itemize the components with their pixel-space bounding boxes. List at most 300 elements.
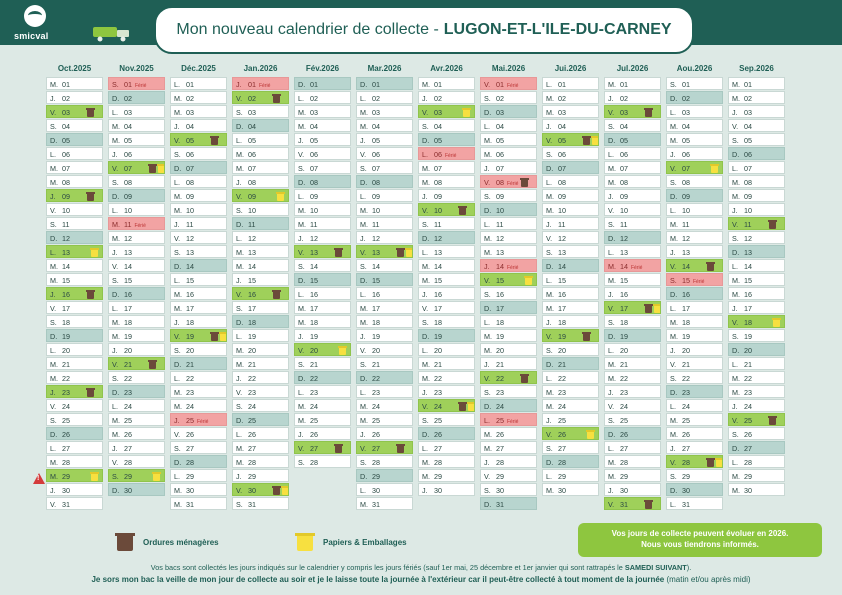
day-number: 12	[742, 234, 752, 243]
day-number: 17	[308, 304, 318, 313]
day-number: 11	[184, 220, 194, 229]
day-cell	[108, 245, 165, 258]
day-number: 07	[60, 164, 70, 173]
day-of-week: D.	[546, 458, 554, 467]
day-of-week: M.	[484, 332, 492, 341]
day-number: 08	[370, 178, 380, 187]
day-of-week: D.	[608, 234, 616, 243]
day-cell	[294, 315, 351, 328]
day-cell	[666, 231, 723, 244]
day-cell	[542, 231, 599, 244]
day-of-week: J.	[360, 136, 366, 145]
day-of-week: L.	[546, 80, 552, 89]
day-number: 27	[60, 444, 70, 453]
day-of-week: M.	[236, 262, 244, 271]
day-number: 18	[618, 318, 628, 327]
day-of-week: S.	[732, 136, 739, 145]
day-number: 01	[184, 80, 194, 89]
day-of-week: L.	[732, 262, 738, 271]
day-of-week: V.	[608, 304, 615, 313]
day-of-week: M.	[422, 360, 430, 369]
day-number: 15	[494, 276, 504, 285]
day-of-week: V.	[608, 108, 615, 117]
day-of-week: J.	[236, 276, 242, 285]
day-cell	[418, 273, 475, 286]
day-cell	[480, 245, 537, 258]
day-cell	[604, 455, 661, 468]
day-number: 07	[432, 164, 442, 173]
day-cell	[542, 455, 599, 468]
day-cell	[604, 343, 661, 356]
day-number: 21	[246, 360, 256, 369]
day-of-week: V.	[174, 332, 181, 341]
day-number: 06	[308, 150, 318, 159]
day-cell	[294, 161, 351, 174]
day-of-week: L.	[484, 220, 490, 229]
day-cell	[418, 343, 475, 356]
brown-bin-icon	[273, 486, 280, 495]
day-cell	[232, 357, 289, 370]
day-of-week: S.	[298, 360, 305, 369]
day-of-week: M.	[608, 360, 616, 369]
day-cell	[666, 385, 723, 398]
day-number: 26	[742, 430, 752, 439]
day-cell	[46, 133, 103, 146]
day-cell	[108, 175, 165, 188]
day-number: 19	[494, 332, 504, 341]
day-number: 18	[184, 318, 194, 327]
day-of-week: M.	[422, 458, 430, 467]
day-of-week: J.	[298, 234, 304, 243]
day-cell	[542, 77, 599, 90]
day-cell	[604, 203, 661, 216]
day-number: 26	[556, 430, 566, 439]
day-cell	[232, 371, 289, 384]
day-cell	[46, 469, 103, 482]
day-of-week: V.	[546, 332, 553, 341]
day-cell	[46, 147, 103, 160]
day-number: 06	[432, 150, 442, 159]
logo-icon	[24, 5, 46, 27]
day-of-week: J.	[546, 122, 552, 131]
day-of-week: S.	[484, 486, 491, 495]
day-cell	[356, 189, 413, 202]
day-cell	[480, 175, 537, 188]
day-number: 05	[122, 136, 132, 145]
day-of-week: M.	[670, 136, 678, 145]
day-number: 14	[246, 262, 256, 271]
day-number: 14	[370, 262, 380, 271]
day-cell	[418, 203, 475, 216]
day-number: 07	[308, 164, 318, 173]
day-cell	[728, 175, 785, 188]
day-of-week: L.	[360, 94, 366, 103]
day-cell	[418, 161, 475, 174]
day-number: 04	[246, 122, 256, 131]
legend-ordures-label: Ordures ménagères	[143, 537, 219, 547]
day-of-week: M.	[50, 178, 58, 187]
day-of-week: V.	[422, 206, 429, 215]
day-cell	[232, 119, 289, 132]
day-cell	[170, 161, 227, 174]
day-cell	[666, 273, 723, 286]
day-cell	[666, 427, 723, 440]
day-number: 10	[556, 206, 566, 215]
day-of-week: M.	[484, 234, 492, 243]
day-of-week: M.	[298, 402, 306, 411]
day-cell	[356, 357, 413, 370]
day-cell	[170, 357, 227, 370]
day-number: 25	[184, 416, 194, 425]
day-of-week: V.	[670, 360, 677, 369]
day-cell	[294, 189, 351, 202]
day-cell	[46, 231, 103, 244]
day-number: 25	[494, 416, 504, 425]
day-of-week: S.	[484, 388, 491, 397]
day-number: 11	[432, 220, 442, 229]
day-number: 20	[618, 346, 628, 355]
day-of-week: M.	[112, 430, 120, 439]
holiday-label: Férié	[259, 83, 271, 89]
day-number: 05	[742, 136, 752, 145]
day-cell	[356, 259, 413, 272]
day-number: 03	[60, 108, 70, 117]
day-number: 04	[680, 122, 690, 131]
day-cell	[356, 91, 413, 104]
day-number: 11	[494, 220, 504, 229]
day-of-week: L.	[546, 276, 552, 285]
day-number: 22	[432, 374, 442, 383]
day-cell	[728, 441, 785, 454]
day-number: 06	[556, 150, 566, 159]
day-cell	[294, 413, 351, 426]
day-cell	[418, 483, 475, 496]
day-cell	[480, 483, 537, 496]
day-number: 20	[370, 346, 380, 355]
day-cell	[418, 217, 475, 230]
day-number: 25	[60, 416, 70, 425]
day-number: 13	[184, 248, 194, 257]
day-of-week: S.	[484, 290, 491, 299]
day-of-week: L.	[484, 416, 490, 425]
day-of-week: S.	[174, 150, 181, 159]
day-cell	[480, 91, 537, 104]
day-number: 30	[122, 486, 132, 495]
day-cell	[46, 301, 103, 314]
day-number: 24	[60, 402, 70, 411]
day-cell	[170, 315, 227, 328]
day-cell	[728, 287, 785, 300]
yellow-bin-icon	[716, 458, 723, 467]
day-number: 19	[556, 332, 566, 341]
day-number: 15	[184, 276, 194, 285]
day-of-week: L.	[236, 136, 242, 145]
day-cell	[480, 77, 537, 90]
day-number: 15	[122, 276, 132, 285]
day-number: 23	[680, 388, 690, 397]
day-number: 28	[494, 458, 504, 467]
day-cell	[108, 385, 165, 398]
day-cell	[108, 371, 165, 384]
day-of-week: M.	[422, 262, 430, 271]
day-number: 04	[122, 122, 132, 131]
brown-bin-icon	[87, 192, 94, 201]
day-cell	[480, 133, 537, 146]
day-cell	[46, 315, 103, 328]
day-of-week: D.	[112, 388, 120, 397]
day-number: 20	[432, 346, 442, 355]
day-of-week: V.	[236, 486, 243, 495]
day-number: 28	[308, 458, 318, 467]
day-cell	[666, 203, 723, 216]
day-of-week: S.	[174, 346, 181, 355]
day-of-week: D.	[174, 262, 182, 271]
day-number: 08	[432, 178, 442, 187]
day-of-week: M.	[236, 150, 244, 159]
day-number: 20	[308, 346, 318, 355]
day-number: 03	[556, 108, 566, 117]
day-cell	[46, 245, 103, 258]
day-of-week: S.	[546, 248, 553, 257]
day-number: 05	[494, 136, 504, 145]
day-number: 13	[308, 248, 318, 257]
day-of-week: S.	[546, 444, 553, 453]
day-cell	[728, 455, 785, 468]
day-of-week: M.	[174, 94, 182, 103]
day-number: 15	[680, 276, 690, 285]
day-of-week: S.	[112, 374, 119, 383]
day-cell	[356, 119, 413, 132]
day-cell	[46, 217, 103, 230]
day-number: 30	[432, 486, 442, 495]
day-number: 14	[122, 262, 132, 271]
day-of-week: J.	[174, 122, 180, 131]
day-cell	[46, 91, 103, 104]
day-cell	[728, 231, 785, 244]
day-of-week: M.	[298, 318, 306, 327]
day-cell	[666, 455, 723, 468]
day-cell	[232, 175, 289, 188]
day-number: 02	[432, 94, 442, 103]
day-number: 10	[184, 206, 194, 215]
day-cell	[232, 469, 289, 482]
day-of-week: M.	[360, 500, 368, 509]
day-cell	[46, 259, 103, 272]
day-of-week: J.	[608, 388, 614, 397]
day-of-week: M.	[50, 276, 58, 285]
day-number: 10	[742, 206, 752, 215]
day-number: 05	[308, 136, 318, 145]
day-number: 14	[432, 262, 442, 271]
day-cell	[356, 77, 413, 90]
day-cell	[108, 133, 165, 146]
month-column	[170, 62, 227, 509]
day-of-week: V.	[174, 430, 181, 439]
day-number: 02	[184, 94, 194, 103]
day-number: 12	[618, 234, 628, 243]
day-cell	[728, 245, 785, 258]
day-cell	[418, 427, 475, 440]
day-cell	[542, 119, 599, 132]
day-number: 22	[184, 374, 194, 383]
day-number: 08	[742, 178, 752, 187]
day-of-week: M.	[670, 430, 678, 439]
day-of-week: J.	[484, 164, 490, 173]
brown-bin-icon	[645, 108, 652, 117]
day-cell	[170, 133, 227, 146]
day-of-week: D.	[546, 164, 554, 173]
day-of-week: V.	[112, 164, 119, 173]
day-number: 09	[370, 192, 380, 201]
day-cell	[108, 203, 165, 216]
day-cell	[108, 441, 165, 454]
day-of-week: J.	[298, 332, 304, 341]
day-of-week: J.	[50, 94, 56, 103]
day-cell	[604, 287, 661, 300]
day-cell	[480, 203, 537, 216]
day-cell	[666, 469, 723, 482]
day-number: 07	[742, 164, 752, 173]
day-number: 09	[742, 192, 752, 201]
warning-icon: !	[33, 473, 45, 484]
day-cell	[480, 147, 537, 160]
day-cell	[728, 385, 785, 398]
day-number: 08	[494, 178, 504, 187]
day-cell	[294, 203, 351, 216]
smicval-logo	[8, 4, 68, 42]
day-number: 30	[556, 486, 566, 495]
day-number: 16	[556, 290, 566, 299]
day-cell	[604, 357, 661, 370]
day-cell	[232, 259, 289, 272]
day-of-week: J.	[546, 318, 552, 327]
day-number: 19	[308, 332, 318, 341]
day-cell	[170, 399, 227, 412]
day-cell	[294, 287, 351, 300]
day-of-week: M.	[608, 458, 616, 467]
day-of-week: V.	[236, 290, 243, 299]
day-of-week: M.	[546, 290, 554, 299]
day-cell	[728, 273, 785, 286]
day-cell	[46, 273, 103, 286]
day-number: 30	[742, 486, 752, 495]
day-of-week: L.	[608, 248, 614, 257]
day-number: 17	[742, 304, 752, 313]
day-of-week: D.	[670, 192, 678, 201]
day-of-week: J.	[422, 486, 428, 495]
day-number: 02	[556, 94, 566, 103]
day-of-week: M.	[732, 374, 740, 383]
day-number: 20	[680, 346, 690, 355]
day-number: 17	[432, 304, 442, 313]
day-of-week: D.	[670, 94, 678, 103]
day-number: 17	[184, 304, 194, 313]
day-number: 08	[184, 178, 194, 187]
day-of-week: J.	[360, 234, 366, 243]
month-header: Nov.2025	[119, 64, 154, 73]
day-number: 30	[618, 486, 628, 495]
day-of-week: D.	[484, 402, 492, 411]
day-of-week: D.	[608, 136, 616, 145]
day-of-week: M.	[732, 388, 740, 397]
day-of-week: L.	[112, 304, 118, 313]
day-of-week: V.	[360, 444, 367, 453]
day-of-week: J.	[174, 220, 180, 229]
day-cell	[170, 441, 227, 454]
day-of-week: M.	[50, 164, 58, 173]
day-of-week: S.	[236, 304, 243, 313]
day-number: 04	[432, 122, 442, 131]
day-cell	[666, 259, 723, 272]
day-number: 29	[370, 472, 380, 481]
day-of-week: J.	[670, 444, 676, 453]
day-of-week: V.	[298, 346, 305, 355]
day-cell	[232, 77, 289, 90]
day-cell	[170, 91, 227, 104]
day-cell	[108, 483, 165, 496]
day-of-week: M.	[236, 360, 244, 369]
day-cell	[666, 301, 723, 314]
brown-bin-icon	[521, 374, 528, 383]
day-cell	[480, 161, 537, 174]
day-number: 26	[246, 430, 256, 439]
brown-bin-icon	[273, 290, 280, 299]
holiday-label: Férié	[134, 223, 146, 229]
day-of-week: J.	[732, 304, 738, 313]
day-of-week: V.	[50, 500, 57, 509]
day-number: 31	[370, 500, 380, 509]
day-cell	[294, 385, 351, 398]
day-of-week: L.	[670, 304, 676, 313]
day-cell	[480, 357, 537, 370]
day-number: 11	[60, 220, 70, 229]
day-cell	[604, 301, 661, 314]
day-number: 18	[432, 318, 442, 327]
day-of-week: S.	[732, 234, 739, 243]
day-cell	[542, 287, 599, 300]
day-number: 09	[494, 192, 504, 201]
day-number: 31	[60, 500, 70, 509]
day-number: 08	[122, 178, 132, 187]
day-number: 25	[432, 416, 442, 425]
day-of-week: D.	[360, 472, 368, 481]
day-cell	[232, 399, 289, 412]
day-cell	[356, 245, 413, 258]
day-of-week: M.	[732, 80, 740, 89]
month-column	[542, 62, 599, 495]
yellow-bin-icon	[654, 304, 661, 313]
legend-ordures	[117, 532, 219, 552]
day-of-week: L.	[422, 444, 428, 453]
day-cell	[232, 217, 289, 230]
day-of-week: S.	[50, 318, 57, 327]
footer-line-2	[0, 575, 842, 584]
day-number: 02	[680, 94, 690, 103]
day-number: 18	[556, 318, 566, 327]
day-number: 23	[494, 388, 504, 397]
day-of-week: M.	[360, 318, 368, 327]
day-number: 24	[618, 402, 628, 411]
day-cell	[728, 203, 785, 216]
day-cell	[170, 469, 227, 482]
day-of-week: S.	[174, 248, 181, 257]
day-cell	[480, 217, 537, 230]
day-cell	[356, 329, 413, 342]
day-of-week: V.	[298, 444, 305, 453]
day-cell	[728, 105, 785, 118]
day-number: 27	[370, 444, 380, 453]
footer-line-1	[0, 563, 842, 572]
